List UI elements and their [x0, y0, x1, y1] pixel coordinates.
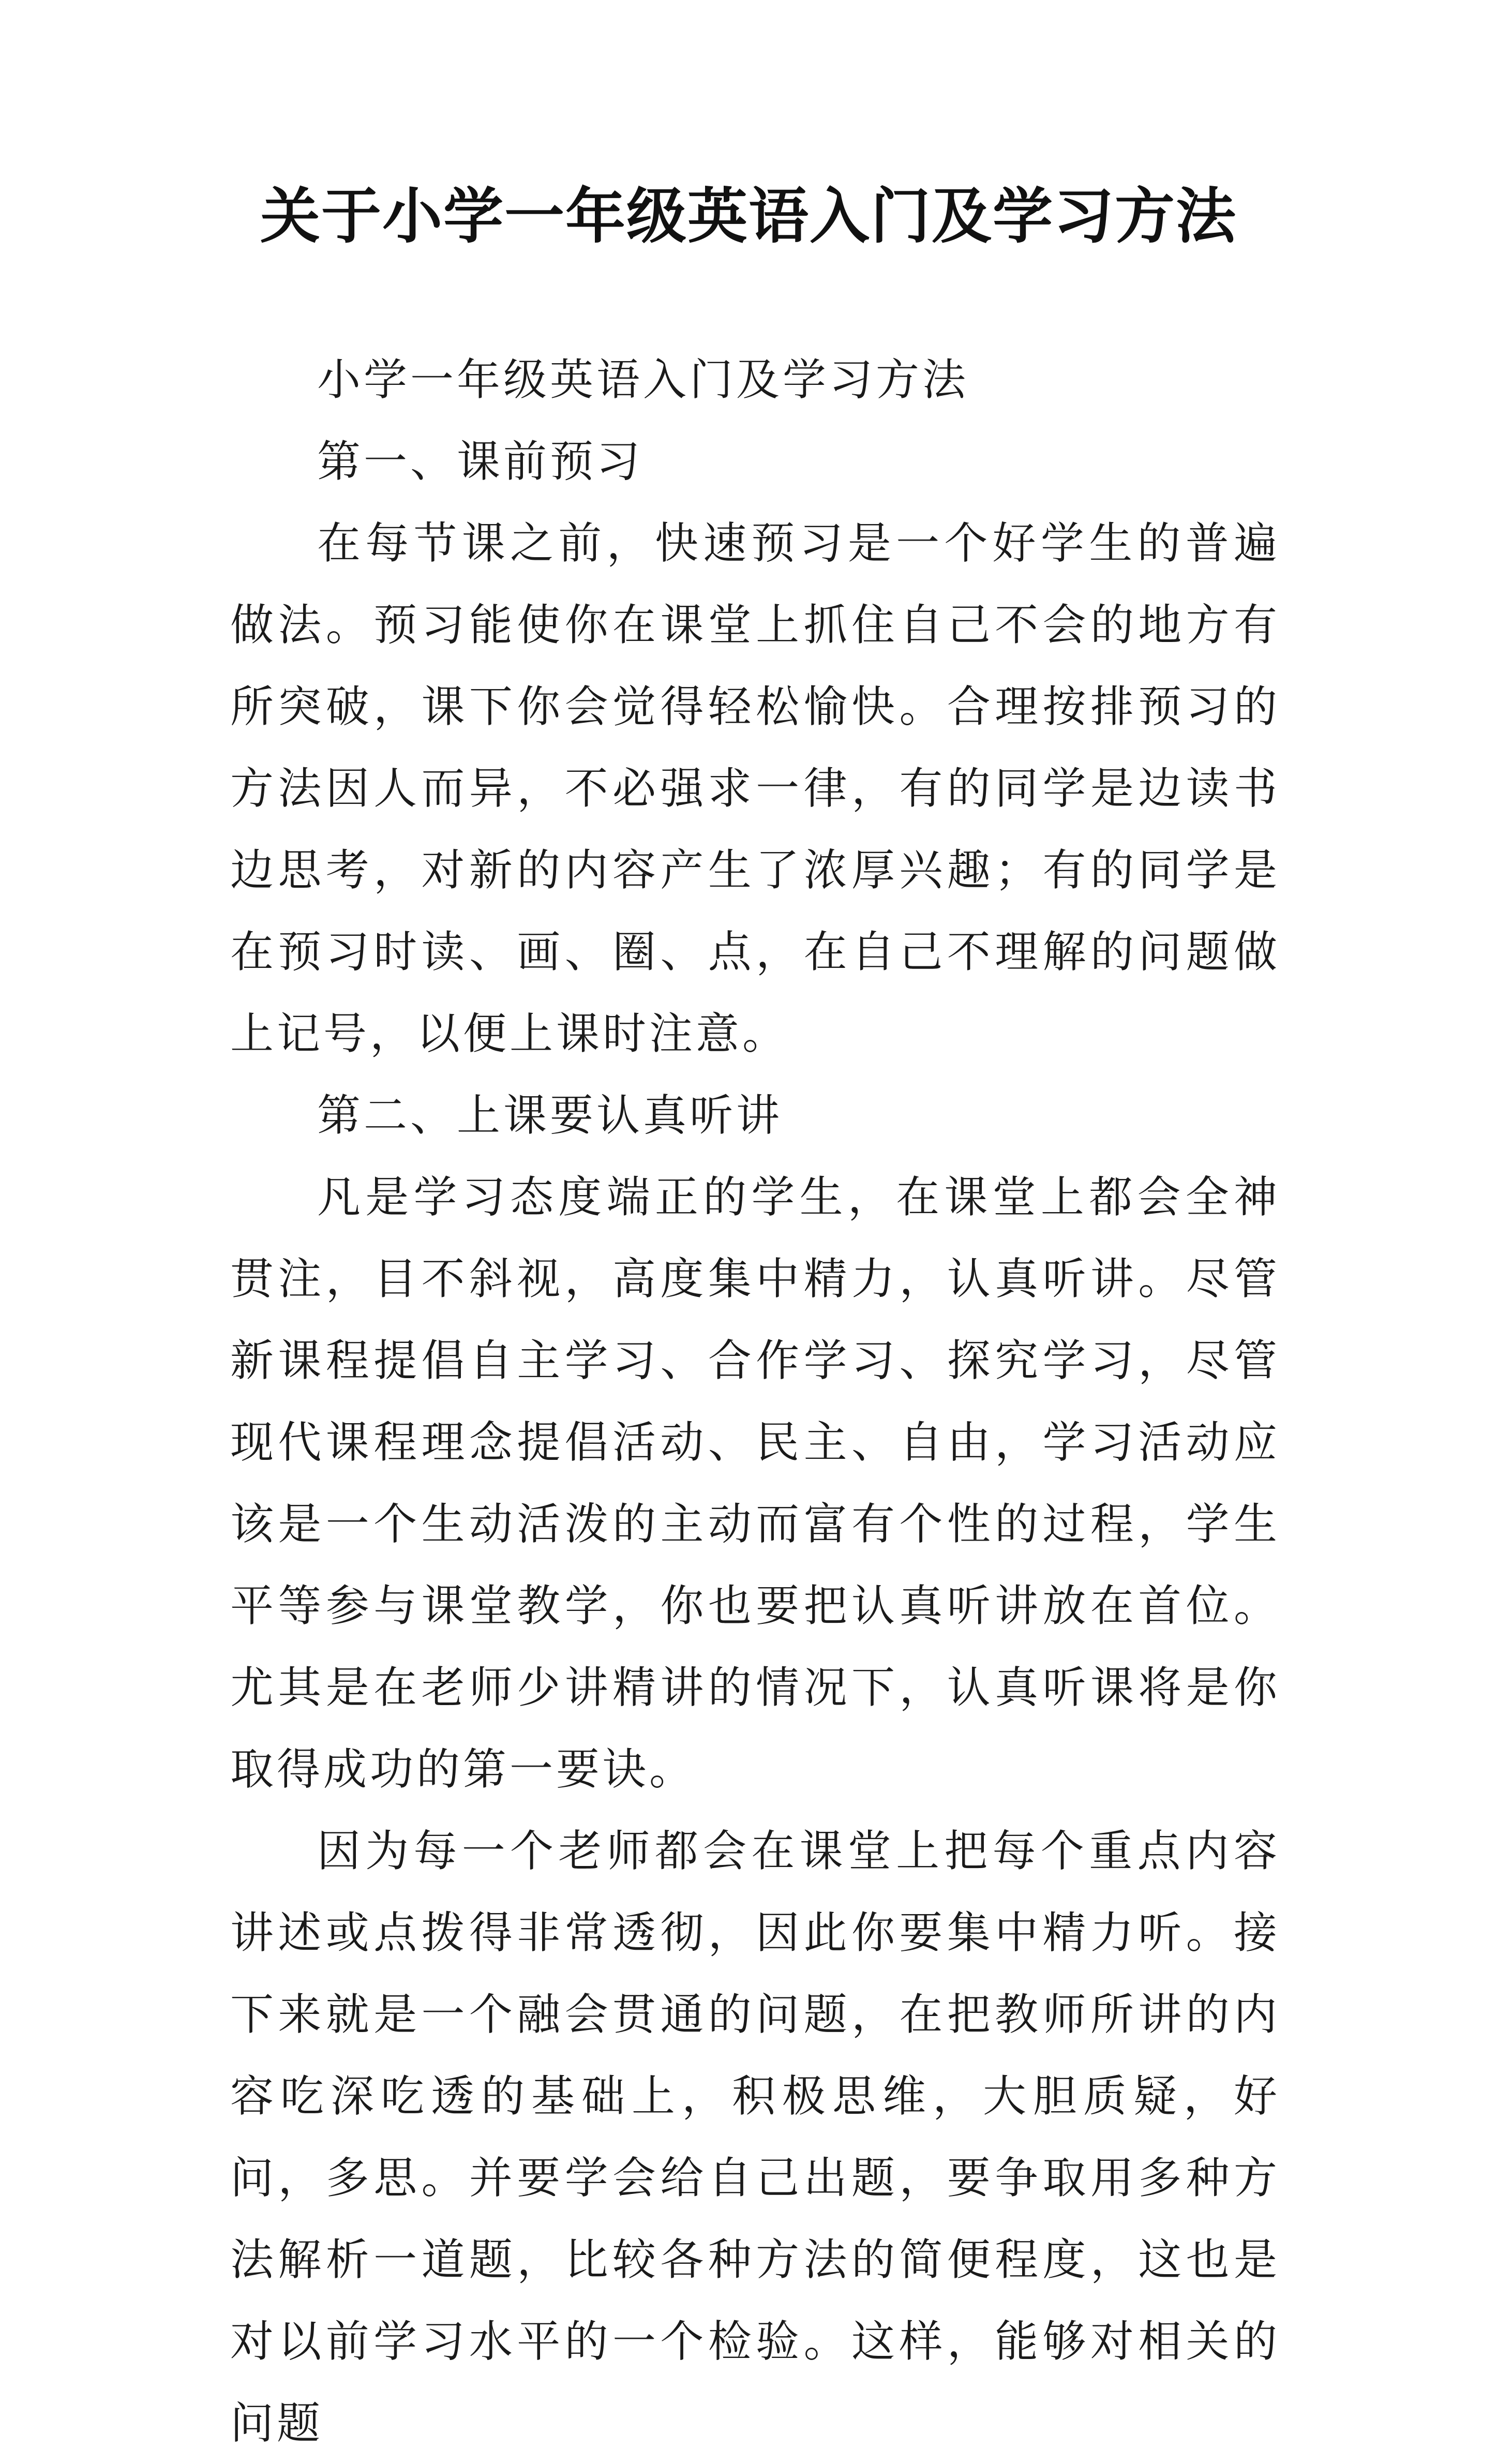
paragraph-2: 凡是学习态度端正的学生，在课堂上都会全神贯注，目不斜视，高度集中精力，认真听讲。尽管新课程提倡自主学习、合作学习、探究学习，尽管现代课程理念提倡活动、民主、自由，学习活动应该是一个生动活泼的主动而富有个性的过程，学生平等参与课堂教学，你也要把认真听讲放在首位。尤其是在老师少讲精讲的情况下，认真听课将是你取得成功的第一要诀。	[230, 1172, 1280, 1795]
section-heading-2: 第二、上课要认真听讲	[317, 1090, 783, 1141]
document-title: 关于小学一年级英语入门及学习方法	[260, 181, 1237, 251]
section-heading-1: 第一、课前预习	[317, 436, 643, 487]
paragraph-1: 在每节课之前，快速预习是一个好学生的普遍做法。预习能使你在课堂上抓住自己不会的地方有所突破，课下你会觉得轻松愉快。合理按排预习的方法因人而异，不必强求一律，有的同学是边读书边思考，对新的内容产生了浓厚兴趣；有的同学是在预习时读、画、圈、点，在自己不理解的问题做上记号，以便上课时注意。	[230, 518, 1280, 1059]
paragraph-3: 因为每一个老师都会在课堂上把每个重点内容讲述或点拨得非常透彻，因此你要集中精力听。接下来就是一个融会贯通的问题，在把教师所讲的内容吃深吃透的基础上，积极思维，大胆质疑，好问，多思。并要学会给自己出题，要争取用多种方法解析一道题，比较各种方法的简便程度，这也是对以前学习水平的一个检验。这样，能够对相关的问题	[230, 1826, 1280, 2448]
subtitle: 小学一年级英语入门及学习方法	[317, 354, 969, 405]
document-body	[230, 339, 1280, 2464]
